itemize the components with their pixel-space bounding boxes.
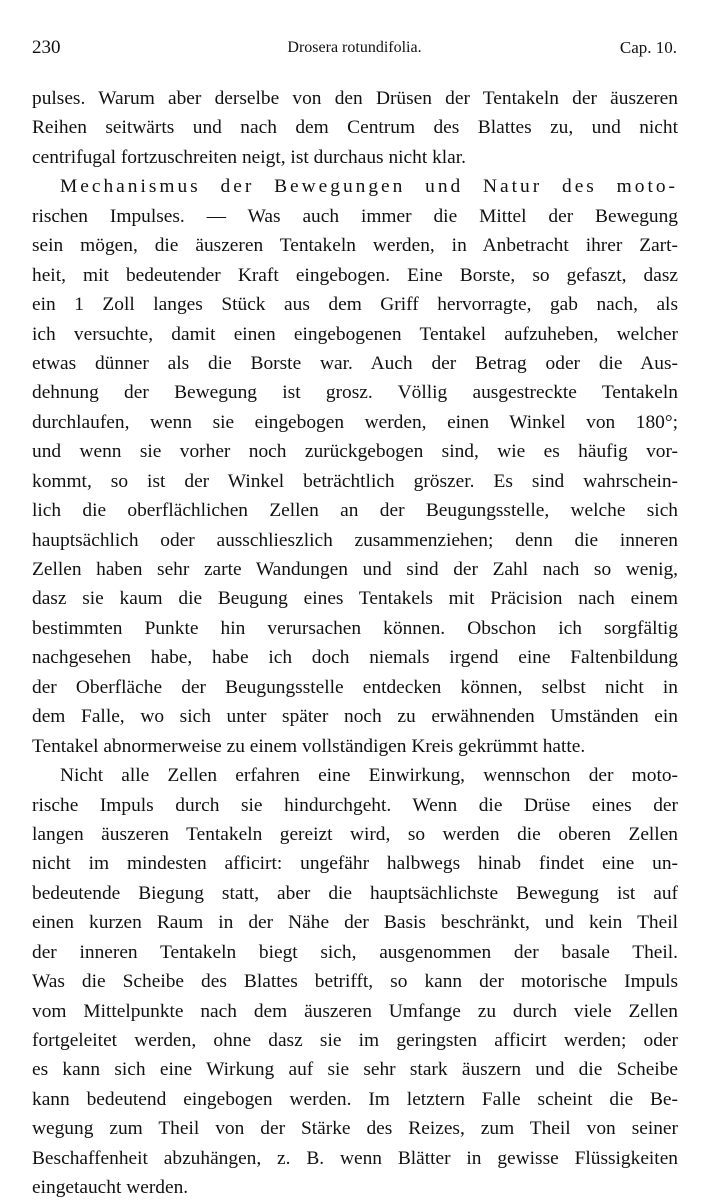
chapter-label: Cap. 10. [619,38,677,57]
text-line: vom Mittelpunkte nach dem äuszeren Umfange zu durch viele Zellen [32,1000,678,1022]
text-line: Zellen haben sehr zarte Wandungen und sind der Zahl nach so wenig, [32,559,678,580]
text-line: langen äuszeren Tentakeln gereizt wird, so werden die oberen Zellen [32,823,678,845]
text-line: der Oberfläche der Beugungsstelle entdecken können, selbst nicht in [32,676,678,698]
text-line: Tentakel abnormerweise zu einem vollständigen Kreis gekrümmt hatte. [32,735,586,757]
text-line: bestimmten Punkte hin verursachen können. Obschon ich sorgfältig [32,617,678,639]
text-line: Reihen seitwärts und nach dem Centrum des Blattes zu, und nicht [32,117,678,139]
text-line: einen kurzen Raum in der Nähe der Basis beschränkt, und kein Theil [32,912,678,934]
text-line: bedeutende Biegung statt, aber die hauptsächlichste Bewegung ist auf [32,882,678,904]
text-line: ich versuchte, damit einen eingebogenen Tentakel aufzuheben, welcher [32,323,678,345]
text-line: durchlaufen, wenn sie eingebogen werden, einen Winkel von 180°; [32,411,678,433]
text-line: kann bedeutend eingebogen werden. Im letztern Falle scheint die Be- [32,1088,678,1110]
text-line: nicht im mindesten afficirt: ungefähr halbwegs hinab findet eine un- [32,853,678,875]
text-line: sein mögen, die äuszeren Tentakeln werden, in Anbetracht ihrer Zart- [32,235,678,257]
text-line: der inneren Tentakeln biegt sich, ausgenommen der basale Theil. [32,941,678,963]
text-line: ein 1 Zoll langes Stück aus dem Griff hervorragte, gab nach, als [32,294,678,316]
text-line: es kann sich eine Wirkung auf sie sehr stark äuszern und die Scheibe [32,1059,678,1081]
text-line: eingetaucht werden. [32,1177,189,1199]
body-text [32,84,678,1203]
text-line: pulses. Warum aber derselbe von den Drüsen der Tentakeln der äuszeren [32,88,678,109]
text-line: fortgeleitet werden, ohne dasz sie im geringsten afficirt werden; oder [32,1030,678,1051]
page-number: 230 [32,37,61,58]
text-line: Was die Scheibe des Blattes betrifft, so kann der motorische Impuls [32,971,678,993]
text-line: lich die oberflächlichen Zellen an der Beugungsstelle, welche sich [32,500,678,522]
text-line: heit, mit bedeutender Kraft eingebogen. Eine Borste, so gefaszt, dasz [32,264,678,286]
text-line: etwas dünner als die Borste war. Auch der Betrag oder die Aus- [32,352,678,374]
running-title: Drosera rotundifolia. [287,39,422,56]
text-line: kommt, so ist der Winkel beträchtlich gröszer. Es sind wahrschein- [32,470,678,492]
text-line: dasz sie kaum die Beugung eines Tentakels mit Präcision nach einem [32,588,678,610]
text-line: hauptsächlich oder ausschlieszlich zusammenziehen; denn die inneren [32,529,678,551]
text-line: wegung zum Theil von der Stärke des Reizes, zum Theil von seiner [32,1118,678,1140]
text-line: rische Impuls durch sie hindurchgeht. Wenn die Drüse eines der [32,794,678,816]
text-line: dem Falle, wo sich unter später noch zu erwähnenden Umständen ein [32,706,678,728]
text-line: centrifugal fortzuschreiten neigt, ist durchaus nicht klar. [32,146,466,168]
text-line: dehnung der Bewegung ist grosz. Völlig ausgestreckte Tentakeln [32,382,678,404]
text-line: Beschaffenheit abzuhängen, z. B. wenn Blätter in gewisse Flüssigkeiten [32,1147,678,1169]
text-line: und wenn sie vorher noch zurückgebogen sind, wie es häufig vor- [32,441,678,463]
text-line: Mechanismus der Bewegungen und Natur des moto- [60,176,678,198]
text-line: rischen Impulses. — Was auch immer die Mittel der Bewegung [32,205,678,227]
page-header [32,34,677,62]
text-line: Nicht alle Zellen erfahren eine Einwirkung, wennschon der moto- [60,765,678,787]
text-line: nachgesehen habe, habe ich doch niemals irgend eine Faltenbildung [32,647,678,669]
